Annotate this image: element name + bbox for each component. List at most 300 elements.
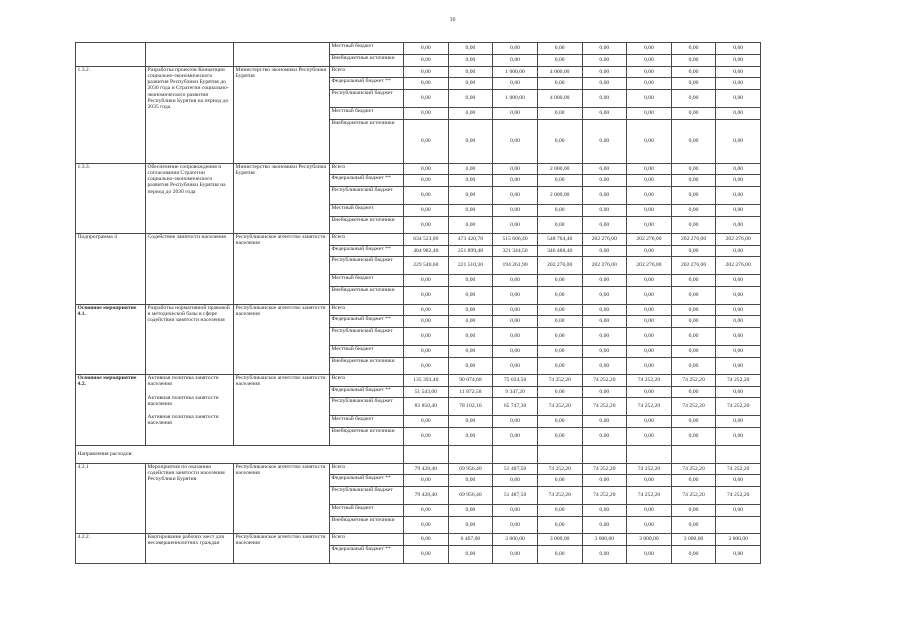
amount-cell: 0,00 [671,54,716,66]
amount-cell: 321 344,50 [493,245,538,257]
section-code [76,43,146,67]
amount-cell: 0,00 [627,245,672,257]
amount-cell: 6 467,00 [448,534,493,546]
amount-cell: 0,00 [448,54,493,66]
amount-cell: 0,00 [537,107,582,119]
table-row [76,463,761,475]
amount-cell: 0,00 [627,275,672,287]
amount-cell: 0,00 [582,43,627,55]
amount-cell: 0,00 [493,275,538,287]
funding-source-label: Всего [330,234,404,246]
amount-cell: 0,00 [537,316,582,328]
amount-cell: 0,00 [404,204,449,216]
amount-cell: 0,00 [404,545,449,563]
funding-source-label: Внебюджетные источники [330,287,404,305]
funding-source-label: Местный бюджет [330,345,404,357]
amount-cell: 0,00 [671,345,716,357]
amount-cell: 0,00 [493,545,538,563]
amount-cell: 0,00 [404,287,449,305]
amount-cell: 0,00 [716,54,761,66]
amount-cell: 3 000,00 [582,534,627,546]
amount-cell: 0,00 [716,416,761,428]
amount-cell: 0,00 [582,516,627,534]
amount-cell: 0,00 [582,186,627,204]
amount-cell: 0,00 [537,516,582,534]
funding-source-label: Внебюджетные источники [330,54,404,66]
amount-cell: 0,00 [627,345,672,357]
amount-cell: 0,00 [448,304,493,316]
amount-cell: 74 252,20 [537,486,582,504]
funding-source-label: Местный бюджет [330,416,404,428]
amount-cell: 0,00 [671,119,716,163]
amount-cell: 0,00 [582,107,627,119]
section-name-line: Активная политика занятости населения [147,375,219,388]
funding-source-label: Всего [330,304,404,316]
amount-cell: 0,00 [627,287,672,305]
amount-cell: 0,00 [537,204,582,216]
amount-cell: 0,00 [582,316,627,328]
funding-source-label: Внебюджетные источники [330,516,404,534]
amount-cell: 0,00 [582,475,627,487]
amount-cell: 79 428,40 [404,463,449,475]
amount-cell: 0,00 [582,245,627,257]
amount-cell [448,445,493,463]
funding-source-label: Федеральный бюджет ** [330,316,404,328]
funding-source-label: Всего [330,375,404,387]
amount-cell: 0,00 [582,89,627,107]
amount-cell [493,445,538,463]
amount-cell: 0,00 [671,287,716,305]
funding-source-label: Местный бюджет [330,107,404,119]
amount-cell: 69 956,40 [448,486,493,504]
amount-cell: 0,00 [627,327,672,345]
amount-cell: 0,00 [716,304,761,316]
amount-cell: 202 276,00 [671,234,716,246]
funding-source-label: Федеральный бюджет ** [330,175,404,187]
amount-cell: 0,00 [716,386,761,398]
amount-cell: 0,00 [671,66,716,78]
amount-cell: 135 393,40 [404,375,449,387]
amount-cell: 83 850,40 [404,398,449,416]
funding-source-label: Местный бюджет [330,43,404,55]
amount-cell: 0,00 [582,78,627,90]
amount-cell: 0,00 [537,287,582,305]
amount-cell: 0,00 [537,304,582,316]
amount-cell: 79 428,40 [404,486,449,504]
section-header-label: Направления расходов: [76,445,404,463]
funding-source-label: Всего [330,534,404,546]
amount-cell: 0,00 [716,204,761,216]
amount-cell: 0,00 [716,245,761,257]
amount-cell: 0,00 [493,54,538,66]
amount-cell: 0,00 [582,357,627,375]
funding-source-label: Местный бюджет [330,275,404,287]
amount-cell [404,445,449,463]
funding-source-label: Республиканский бюджет [330,89,404,107]
amount-cell: 0,00 [493,357,538,375]
section-name: Разработка нормативной правовой и методической базы в сфере содействия занятости населения [146,304,234,375]
amount-cell: 0,00 [627,78,672,90]
table-row [76,375,761,387]
amount-cell: 0,00 [404,66,449,78]
funding-source-label: Всего [330,163,404,175]
amount-cell: 0,00 [493,78,538,90]
amount-cell: 0,00 [716,275,761,287]
amount-cell: 3 000,00 [716,534,761,546]
section-name: Квотирование рабочих мест для несовершеннолетних граждан [146,534,234,564]
amount-cell: 0,00 [716,216,761,234]
amount-cell: 346 488,40 [537,245,582,257]
section-code: Подпрограмма 4 [76,234,146,305]
amount-cell [671,445,716,463]
funding-source-label: Всего [330,463,404,475]
amount-cell: 0,00 [493,163,538,175]
amount-cell: 0,00 [537,416,582,428]
amount-cell: 0,00 [537,428,582,446]
funding-source-label: Федеральный бюджет ** [330,245,404,257]
amount-cell: 0,00 [448,287,493,305]
amount-cell: 0,00 [493,216,538,234]
amount-cell: 229 540,60 [404,257,449,275]
amount-cell: 0,00 [671,89,716,107]
amount-cell: 3 000,00 [537,534,582,546]
amount-cell: 0,00 [537,43,582,55]
amount-cell: 221 510,30 [448,257,493,275]
amount-cell: 0,00 [627,475,672,487]
section-code: 4.2.1 [76,463,146,534]
amount-cell: 0,00 [537,504,582,516]
amount-cell: 0,00 [627,545,672,563]
amount-cell: 0,00 [448,186,493,204]
amount-cell: 0,00 [448,89,493,107]
funding-source-label: Республиканский бюджет [330,186,404,204]
funding-source-label: Федеральный бюджет ** [330,386,404,398]
amount-cell: 0,00 [448,78,493,90]
amount-cell [627,445,672,463]
amount-cell: 11 872,58 [448,386,493,398]
amount-cell: 0,00 [627,186,672,204]
responsible-body: Министерство экономики Республики Бурятия [234,66,330,163]
amount-cell: 0,00 [716,327,761,345]
amount-cell: 0,00 [404,327,449,345]
amount-cell: 51 543,00 [404,386,449,398]
amount-cell: 74 252,20 [537,398,582,416]
amount-cell: 0,00 [448,416,493,428]
amount-cell: 202 276,00 [716,234,761,246]
amount-cell: 0,00 [627,54,672,66]
amount-cell: 0,00 [582,504,627,516]
table-row [76,534,761,546]
amount-cell: 0,00 [404,216,449,234]
amount-cell: 0,00 [716,545,761,563]
responsible-body: Республиканское агентство занятости населения [234,534,330,564]
amount-cell: 4 000,00 [537,66,582,78]
amount-cell: 0,00 [716,175,761,187]
amount-cell: 0,00 [716,287,761,305]
amount-cell: 0,00 [671,204,716,216]
table-row [76,163,761,175]
amount-cell: 74 252,20 [582,486,627,504]
amount-cell: 74 252,20 [671,486,716,504]
amount-cell: 0,00 [493,475,538,487]
amount-cell: 0,00 [537,386,582,398]
amount-cell: 0,00 [671,357,716,375]
amount-cell: 0,00 [582,204,627,216]
amount-cell: 0,00 [582,175,627,187]
table-row [76,43,761,55]
amount-cell: 0,00 [627,119,672,163]
section-name: Содействие занятости населения [146,234,234,305]
amount-cell: 0,00 [627,89,672,107]
funding-source-label: Республиканский бюджет [330,257,404,275]
funding-source-label: Внебюджетные источники [330,357,404,375]
amount-cell: 0,00 [582,416,627,428]
amount-cell: 0,00 [671,107,716,119]
amount-cell: 0,00 [448,357,493,375]
amount-cell: 74 252,20 [582,398,627,416]
table-row [76,66,761,78]
amount-cell: 0,00 [537,78,582,90]
amount-cell: 404 982,40 [404,245,449,257]
amount-cell: 251 899,48 [448,245,493,257]
amount-cell: 0,00 [627,216,672,234]
amount-cell: 0,00 [493,204,538,216]
amount-cell: 202 276,00 [627,257,672,275]
amount-cell: 548 764,40 [537,234,582,246]
amount-cell: 0,00 [627,504,672,516]
amount-cell: 0,00 [404,504,449,516]
amount-cell: 1 000,00 [493,89,538,107]
responsible-body [234,43,330,67]
amount-cell: 0,00 [493,316,538,328]
amount-cell: 0,00 [493,428,538,446]
amount-cell: 74 252,20 [627,398,672,416]
amount-cell: 515 606,40 [493,234,538,246]
section-name [146,43,234,67]
amount-table-body [76,43,761,564]
amount-cell: 0,00 [404,43,449,55]
amount-cell: 0,00 [627,416,672,428]
amount-cell: 4 000,00 [537,89,582,107]
amount-cell: 0,00 [404,416,449,428]
amount-cell: 0,00 [448,275,493,287]
responsible-body: Республиканское агентство занятости населения [234,304,330,375]
amount-cell: 0,00 [582,287,627,305]
amount-cell: 202 276,00 [582,257,627,275]
amount-cell: 0,00 [671,386,716,398]
amount-cell: 0,00 [671,545,716,563]
amount-cell: 0,00 [582,54,627,66]
amount-cell: 3 000,00 [627,534,672,546]
amount-cell: 0,00 [493,327,538,345]
amount-cell: 0,00 [448,175,493,187]
amount-cell: 202 276,00 [671,257,716,275]
amount-cell: 0,00 [627,516,672,534]
amount-cell: 0,00 [537,327,582,345]
funding-source-label: Республиканский бюджет [330,486,404,504]
amount-cell: 2 000,00 [537,163,582,175]
amount-cell: 0,00 [671,504,716,516]
amount-cell: 74 252,20 [582,375,627,387]
amount-cell: 0,00 [671,163,716,175]
section-name: Мероприятия по оказанию содействия занятости населения Республики Бурятия [146,463,234,534]
amount-cell: 0,00 [671,175,716,187]
amount-cell: 75 034,50 [493,375,538,387]
funding-source-label: Федеральный бюджет ** [330,475,404,487]
amount-cell: 74 252,20 [627,463,672,475]
amount-cell: 0,00 [671,186,716,204]
amount-cell: 0,00 [582,275,627,287]
amount-cell: 634 523,00 [404,234,449,246]
amount-cell: 0,00 [582,119,627,163]
funding-source-label: Местный бюджет [330,504,404,516]
amount-cell: 0,00 [537,357,582,375]
amount-cell: 0,00 [716,43,761,55]
amount-cell: 0,00 [404,345,449,357]
amount-cell: 0,00 [627,386,672,398]
amount-cell: 0,00 [404,89,449,107]
section-header-row [76,445,761,463]
amount-cell: 194 261,90 [493,257,538,275]
amount-cell: 74 252,20 [582,463,627,475]
amount-table [75,42,761,564]
amount-cell: 74 252,20 [671,375,716,387]
amount-cell: 0,00 [448,316,493,328]
amount-cell: 0,00 [716,66,761,78]
amount-cell: 0,00 [716,163,761,175]
amount-cell: 473 420,78 [448,234,493,246]
amount-cell: 0,00 [448,345,493,357]
table-row [76,304,761,316]
amount-cell: 0,00 [716,504,761,516]
amount-cell: 0,00 [627,66,672,78]
section-name [146,375,234,446]
amount-cell: 0,00 [448,163,493,175]
amount-cell: 74 252,20 [716,486,761,504]
amount-cell: 0,00 [671,428,716,446]
amount-cell: 0,00 [582,327,627,345]
amount-cell: 0,00 [448,216,493,234]
amount-cell: 0,00 [404,119,449,163]
amount-cell: 0,00 [716,107,761,119]
amount-cell: 0,00 [448,119,493,163]
amount-cell [537,445,582,463]
section-code: 1.3.2. [76,66,146,163]
amount-cell: 0,00 [716,186,761,204]
amount-cell: 0,00 [671,516,716,534]
amount-cell: 0,00 [448,475,493,487]
amount-cell: 0,00 [448,43,493,55]
amount-cell: 0,00 [537,275,582,287]
amount-cell: 0,00 [582,345,627,357]
amount-cell: 0,00 [404,304,449,316]
funding-source-label: Федеральный бюджет ** [330,545,404,563]
amount-cell: 0,00 [493,107,538,119]
amount-cell: 78 102,10 [448,398,493,416]
amount-cell: 0,00 [404,357,449,375]
amount-cell: 0,00 [448,516,493,534]
amount-cell: 0,00 [582,428,627,446]
amount-cell: 0,00 [716,119,761,163]
amount-cell: 202 276,00 [627,234,672,246]
amount-cell: 0,00 [404,516,449,534]
amount-cell: 0,00 [716,475,761,487]
funding-source-label: Внебюджетные источники [330,119,404,163]
amount-cell: 0,00 [537,545,582,563]
amount-cell: 0,00 [493,304,538,316]
amount-cell: 0,00 [448,428,493,446]
amount-cell: 0,00 [404,78,449,90]
amount-cell: 74 252,20 [627,486,672,504]
section-name-line: Активная политика занятости населения [147,394,219,407]
amount-cell: 0,00 [582,66,627,78]
amount-cell: 0,00 [493,175,538,187]
amount-cell: 74 252,20 [537,375,582,387]
amount-cell: 1 000,00 [493,66,538,78]
amount-cell: 2 000,00 [537,186,582,204]
amount-cell: 0,00 [404,428,449,446]
amount-cell: 74 252,20 [671,398,716,416]
amount-cell: 0,00 [404,54,449,66]
amount-cell: 0,00 [448,504,493,516]
amount-cell: 0,00 [493,43,538,55]
amount-cell: 0,00 [448,66,493,78]
amount-cell: 74 252,20 [716,398,761,416]
amount-cell: 0,00 [404,275,449,287]
amount-cell: 0,00 [627,204,672,216]
funding-source-label: Республиканский бюджет [330,327,404,345]
funding-source-label: Внебюджетные источники [330,428,404,446]
amount-cell: 69 956,40 [448,463,493,475]
amount-cell: 74 252,20 [716,463,761,475]
section-name: Обеспечение сопровождения и согласования Стратегии социально-экономического развития Республики Бурятия на период до 2030 года [146,163,234,234]
section-code: 4.2.2. [76,534,146,564]
amount-cell: 0,00 [404,175,449,187]
amount-cell: 74 252,20 [671,463,716,475]
amount-cell: 0,00 [671,316,716,328]
amount-cell [716,516,761,534]
funding-source-label: Республиканский бюджет [330,398,404,416]
amount-cell: 0,00 [671,43,716,55]
amount-cell: 0,00 [627,357,672,375]
amount-cell [716,445,761,463]
amount-cell [582,445,627,463]
funding-source-label: Всего [330,66,404,78]
amount-cell: 202 276,00 [716,257,761,275]
section-name-line: Активная политика занятости населения [147,414,219,427]
amount-cell: 0,00 [493,186,538,204]
funding-source-label: Федеральный бюджет ** [330,78,404,90]
amount-cell: 0,00 [493,516,538,534]
amount-cell: 0,00 [627,428,672,446]
amount-cell: 0,00 [404,475,449,487]
amount-cell: 0,00 [671,327,716,345]
amount-cell: 0,00 [582,386,627,398]
amount-cell: 0,00 [716,428,761,446]
amount-cell: 0,00 [671,416,716,428]
amount-cell: 0,00 [493,416,538,428]
page-number: 16 [449,17,456,23]
amount-cell: 0,00 [627,304,672,316]
amount-cell: 0,00 [671,216,716,234]
amount-cell: 0,00 [716,345,761,357]
amount-cell: 3 000,00 [493,534,538,546]
amount-cell: 0,00 [671,245,716,257]
amount-cell: 0,00 [404,316,449,328]
amount-cell: 74 252,20 [537,463,582,475]
amount-cell: 9 347,20 [493,386,538,398]
amount-cell: 0,00 [627,107,672,119]
